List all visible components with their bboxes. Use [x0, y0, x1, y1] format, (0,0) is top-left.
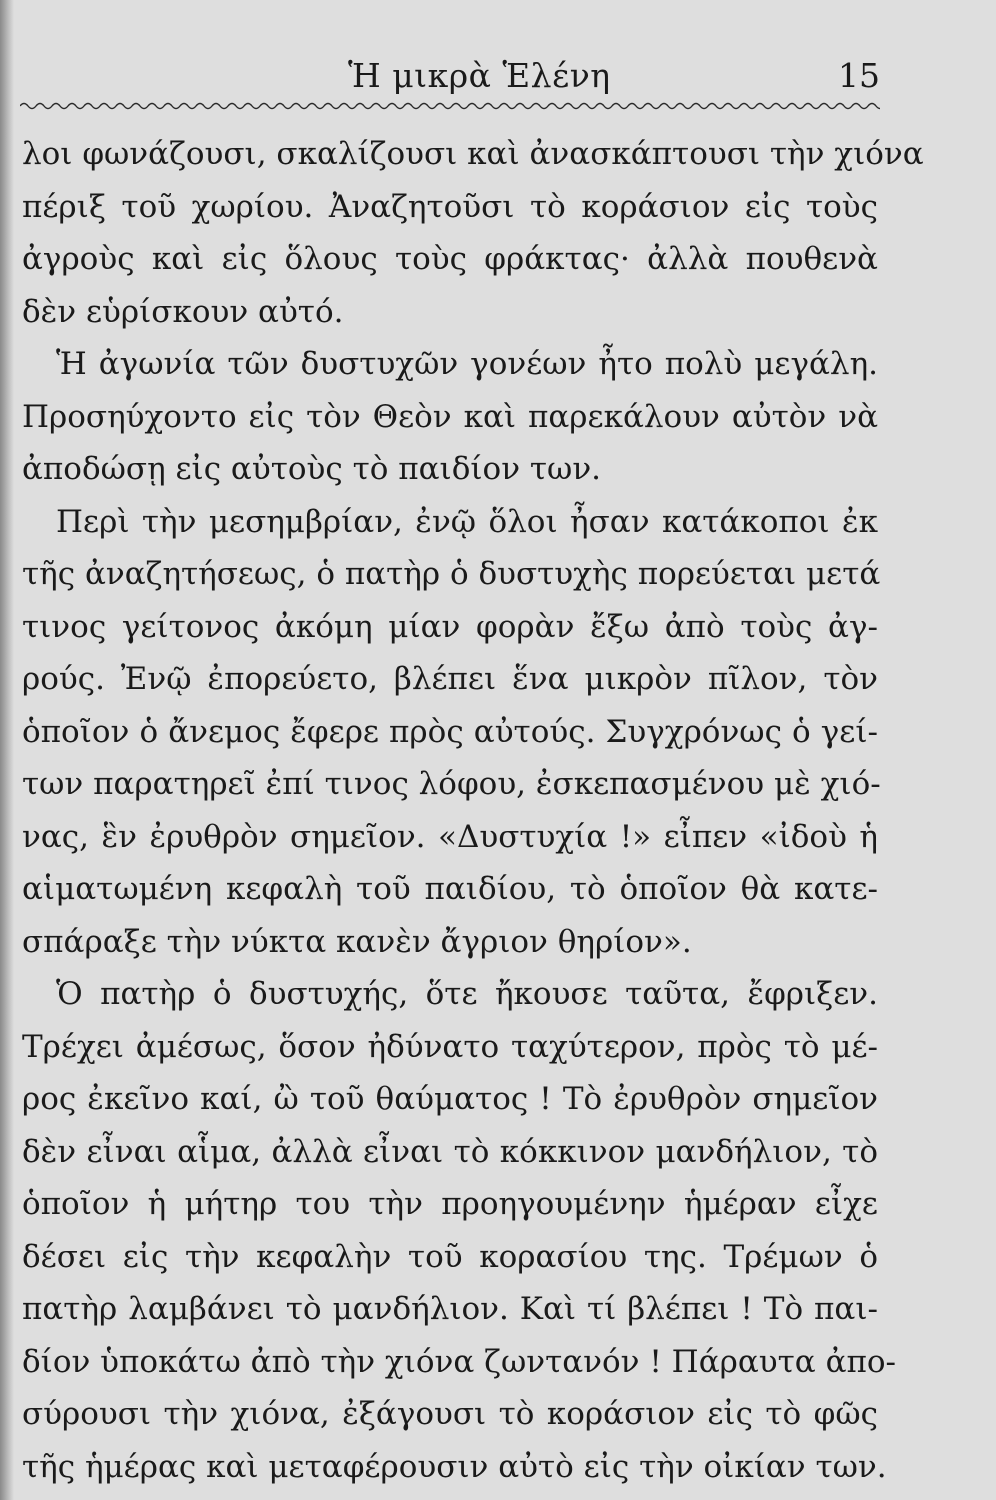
- running-title: Ἡ μικρὰ Ἑλένη: [348, 56, 611, 95]
- text-line: πέριξ τοῦ χωρίου. Ἀναζητοῦσι τὸ κοράσιον εἰς τοὺς: [22, 188, 878, 225]
- paragraph-4: [22, 968, 897, 1493]
- text-line: δέσει εἰς τὴν κεφαλὴν τοῦ κορασίου της. Τρέμων ὁ: [22, 1238, 878, 1275]
- paragraph-2: [22, 338, 878, 496]
- body-text: [22, 128, 924, 1493]
- text-line: ἀγροὺς καὶ εἰς ὅλους τοὺς φράκτας· ἀλλὰ πουθενὰ: [22, 241, 878, 277]
- running-head: [20, 56, 880, 100]
- text-line: τῆς ἀναζητήσεως, ὁ πατὴρ ὁ δυστυχὴς πορεύεται μετά: [22, 556, 881, 592]
- paragraph-1: [22, 128, 924, 338]
- text-line: ὁποῖον ὁ ἄνεμος ἔφερε πρὸς αὐτούς. Συγχρόνως ὁ γεί-: [22, 713, 878, 750]
- text-line: πατὴρ λαμβάνει τὸ μανδήλιον. Καὶ τί βλέπει ! Τὸ παι-: [22, 1291, 878, 1327]
- text-line: Τρέχει ἀμέσως, ὅσον ἠδύνατο ταχύτερον, πρὸς τὸ μέ-: [22, 1028, 878, 1065]
- text-line: Προσηύχοντο εἰς τὸν Θεὸν καὶ παρεκάλουν αὐτὸν νὰ: [22, 398, 878, 435]
- paragraph-3: [22, 496, 881, 969]
- text-line: τῆς ἡμέρας καὶ μεταφέρουσιν αὐτὸ εἰς τὴν οἰκίαν των.: [22, 1448, 887, 1485]
- text-line: τινος γείτονος ἀκόμη μίαν φορὰν ἔξω ἀπὸ τοὺς ἀγ-: [22, 608, 878, 645]
- wavy-rule-divider: [20, 100, 880, 112]
- text-line: δὲν εὑρίσκουν αὐτό.: [22, 293, 344, 330]
- text-line: ἀποδώσῃ εἰς αὐτοὺς τὸ παιδίον των.: [22, 451, 602, 487]
- text-line: σπάραξε τὴν νύκτα κανὲν ἄγριον θηρίον».: [22, 923, 692, 960]
- text-line: σύρουσι τὴν χιόνα, ἐξάγουσι τὸ κοράσιον εἰς τὸ φῶς: [22, 1396, 878, 1432]
- text-line: ρος ἐκεῖνο καί, ὢ τοῦ θαύματος ! Τὸ ἐρυθρὸν σημεῖον: [22, 1081, 878, 1117]
- text-line: δίον ὑποκάτω ἀπὸ τὴν χιόνα ζωντανόν ! Πάραυτα ἀπο-: [22, 1343, 897, 1380]
- text-line: λοι φωνάζουσι, σκαλίζουσι καὶ ἀνασκάπτουσι τὴν χιόνα: [22, 136, 924, 172]
- text-line: Ἡ ἀγωνία τῶν δυστυχῶν γονέων ἦτο πολὺ μεγάλη.: [56, 346, 878, 382]
- text-line: Περὶ τὴν μεσημβρίαν, ἐνῷ ὅλοι ἦσαν κατάκοποι ἐκ: [56, 503, 878, 540]
- text-line: δὲν εἶναι αἷμα, ἀλλὰ εἶναι τὸ κόκκινον μανδήλιον, τὸ: [22, 1133, 878, 1170]
- binding-edge: [0, 0, 14, 1500]
- text-line: αἱματωμένη κεφαλὴ τοῦ παιδίου, τὸ ὁποῖον θὰ κατε-: [22, 871, 878, 907]
- text-line: ρούς. Ἐνῷ ἐπορεύετο, βλέπει ἕνα μικρὸν πῖλον, τὸν: [22, 661, 878, 697]
- text-line: νας, ἓν ἐρυθρὸν σημεῖον. «Δυστυχία !» εἶπεν «ἰδοὺ ἡ: [22, 818, 878, 855]
- text-line: Ὁ πατὴρ ὁ δυστυχής, ὅτε ἤκουσε ταῦτα, ἔφριξεν.: [56, 976, 878, 1012]
- page-number: 15: [838, 56, 880, 95]
- text-line: των παρατηρεῖ ἐπί τινος λόφου, ἐσκεπασμένου μὲ χιό-: [22, 766, 881, 802]
- text-line: ὁποῖον ἡ μήτηρ του τὴν προηγουμένην ἡμέραν εἶχε: [22, 1186, 878, 1222]
